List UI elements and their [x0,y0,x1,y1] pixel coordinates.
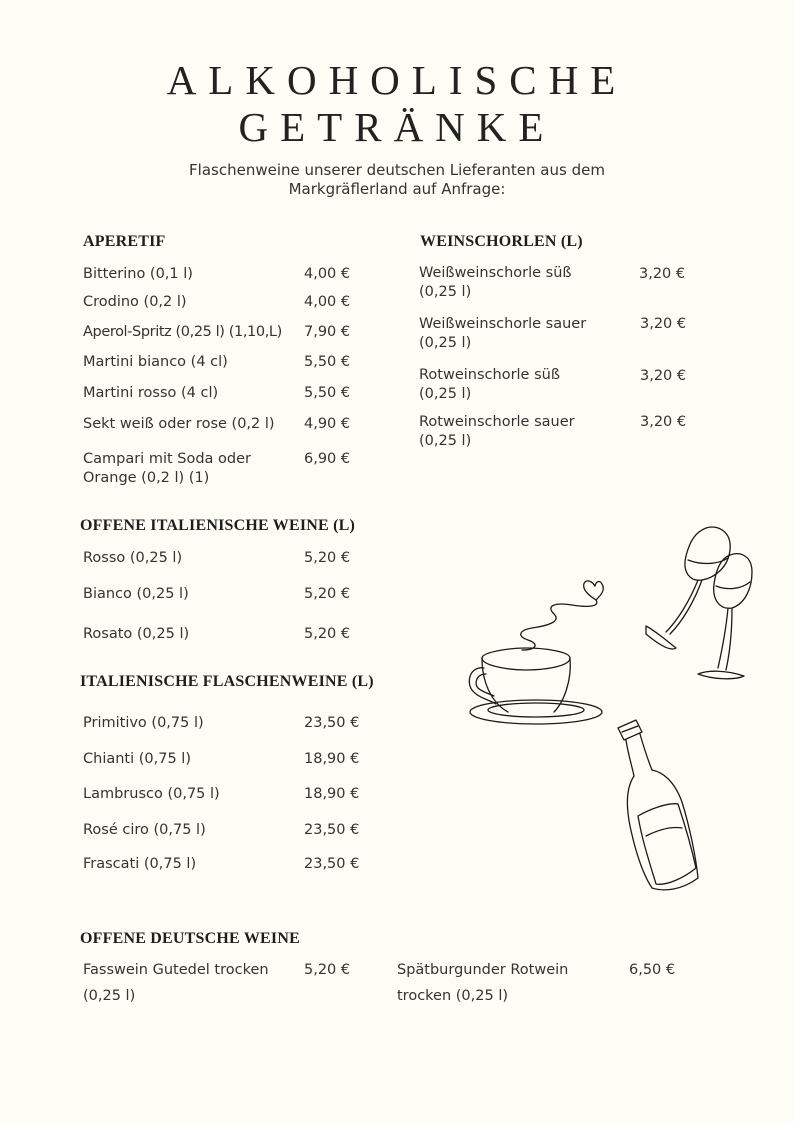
bottle-icon [612,718,712,898]
menu-item-name: Weißweinschorle sauer [419,316,587,332]
menu-item-price: 5,50 € [304,354,351,370]
section-heading-weinschorlen: WEINSCHORLEN (L) [420,233,583,250]
section-heading-offene-deutsche-weine: OFFENE DEUTSCHE WEINE [80,930,300,947]
menu-item-price: 5,20 € [304,962,351,978]
section-heading-aperetif: APERETIF [83,233,166,250]
subtitle [150,161,644,199]
menu-item-name: Martini rosso (4 cl) [83,385,219,401]
menu-item-price: 5,20 € [304,550,351,566]
menu-item-price: 4,00 € [304,294,351,310]
wine-glasses-icon [636,520,756,690]
menu-item-name-continued: (0,25 l) [419,335,472,351]
menu-item-name-continued: Orange (0,2 l) (1) [83,470,210,486]
menu-item-price: 5,20 € [304,586,351,602]
menu-item-price: 23,50 € [304,715,360,731]
menu-item-price: 23,50 € [304,822,360,838]
menu-item-name: Aperol-Spritz (0,25 l) (1,10,L) [83,324,282,340]
menu-item-name-continued: trocken (0,25 l) [397,988,509,1004]
menu-item-name: Weißweinschorle süß [419,265,572,281]
section-heading-italienische-flaschenweine: ITALIENISCHE FLASCHENWEINE (L) [80,673,374,690]
menu-item-name: Rotweinschorle sauer [419,414,575,430]
menu-item-price: 3,20 € [640,368,687,384]
menu-item-name: Fasswein Gutedel trocken [83,962,269,978]
menu-item-price: 3,20 € [639,266,686,282]
coffee-cup-icon [450,572,610,732]
menu-item-name: Primitivo (0,75 l) [83,715,204,731]
menu-item-name: Rosé ciro (0,75 l) [83,822,206,838]
menu-item-price: 5,20 € [304,626,351,642]
menu-item-name-continued: (0,25 l) [419,433,472,449]
menu-item-name: Crodino (0,2 l) [83,294,187,310]
menu-item-name: Martini bianco (4 cl) [83,354,228,370]
menu-item-price: 23,50 € [304,856,360,872]
menu-item-name: Campari mit Soda oder [83,451,252,467]
page-title-line1: ALKOHOLISCHE [166,57,628,103]
menu-item-name-continued: (0,25 l) [419,284,472,300]
menu-item-name-continued: (0,25 l) [419,386,472,402]
section-heading-offene-italienische-weine: OFFENE ITALIENISCHE WEINE (L) [80,517,356,534]
menu-item-price: 3,20 € [640,316,687,332]
menu-item-price: 4,00 € [304,266,351,282]
menu-item-name: Bitterino (0,1 l) [83,266,193,282]
menu-item-price: 5,50 € [304,385,351,401]
page-title-line2: GETRÄNKE [238,104,556,150]
subtitle-line1: Flaschenweine unserer deutschen Lieferanten aus dem [189,161,605,179]
menu-item-name: Lambrusco (0,75 l) [83,786,220,802]
menu-item-name: Chianti (0,75 l) [83,751,191,767]
menu-item-name: Rosato (0,25 l) [83,626,190,642]
menu-item-name: Frascati (0,75 l) [83,856,197,872]
menu-item-price: 6,50 € [629,962,676,978]
menu-item-name-continued: (0,25 l) [83,988,136,1004]
menu-item-name: Rosso (0,25 l) [83,550,183,566]
menu-item-price: 18,90 € [304,751,360,767]
menu-item-price: 3,20 € [640,414,687,430]
menu-item-price: 4,90 € [304,416,351,432]
menu-item-name: Spätburgunder Rotwein [397,962,569,978]
menu-item-price: 18,90 € [304,786,360,802]
menu-item-name: Bianco (0,25 l) [83,586,189,602]
subtitle-line2: Markgräflerland auf Anfrage: [288,180,506,198]
menu-item-price: 7,90 € [304,324,351,340]
menu-item-price: 6,90 € [304,451,351,467]
menu-item-name: Rotweinschorle süß [419,367,560,383]
menu-item-name: Sekt weiß oder rose (0,2 l) [83,416,275,432]
